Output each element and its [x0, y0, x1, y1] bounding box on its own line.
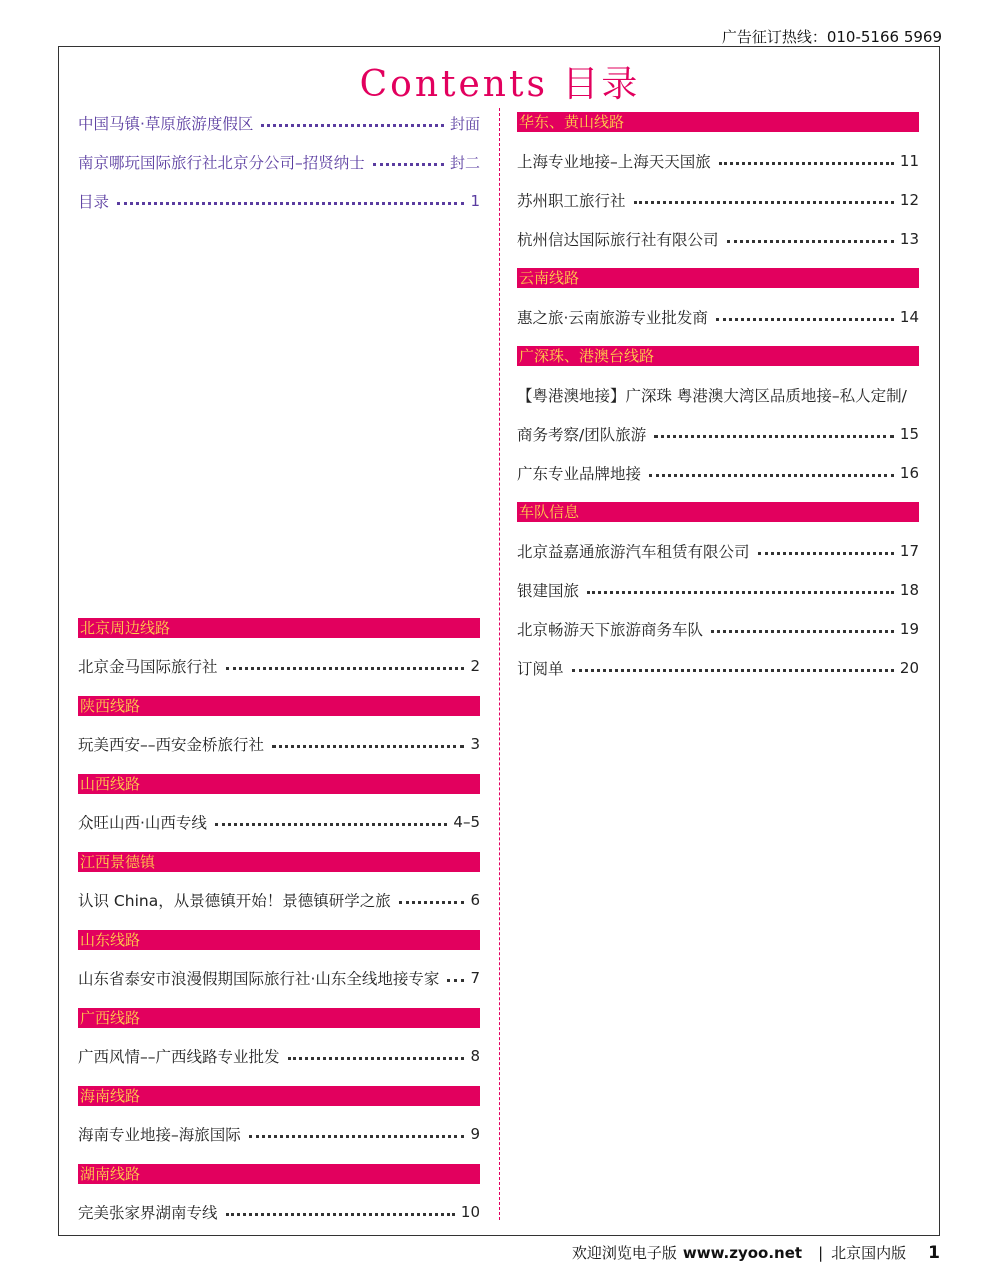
toc-entry-page: 19 — [899, 620, 919, 638]
toc-leader-dots — [649, 474, 894, 477]
toc-entry[interactable] — [78, 655, 480, 677]
toc-leader-dots — [711, 630, 894, 633]
toc-entry[interactable] — [78, 889, 480, 911]
toc-entry[interactable] — [78, 733, 480, 755]
toc-entry-title: 海南专业地接–海旅国际 — [78, 1126, 241, 1144]
toc-entry-title: 中国马镇·草原旅游度假区 — [78, 115, 254, 133]
toc-entry-page: 11 — [899, 152, 919, 170]
toc-leader-dots — [373, 163, 444, 166]
toc-entry[interactable] — [78, 151, 480, 173]
toc-leader-dots — [249, 1135, 465, 1138]
toc-leader-dots — [272, 745, 464, 748]
toc-entry-title: 商务考察/团队旅游 — [517, 426, 647, 444]
footer-page-number: 1 — [928, 1242, 940, 1263]
page-title: Contents 目录 — [359, 64, 641, 105]
toc-leader-dots — [215, 823, 447, 826]
toc-entry-title: 惠之旅·云南旅游专业批发商 — [517, 309, 708, 327]
toc-entry-title: 上海专业地接–上海天天国旅 — [517, 153, 711, 171]
toc-entry-title: 北京畅游天下旅游商务车队 — [517, 621, 704, 639]
toc-entry[interactable] — [78, 1045, 480, 1067]
toc-entry-page: 7 — [470, 969, 480, 987]
toc-entry[interactable] — [517, 579, 919, 601]
toc-entry[interactable] — [517, 189, 919, 211]
toc-entry[interactable] — [78, 1201, 480, 1223]
section-header: 车队信息 — [517, 502, 919, 522]
toc-entry-page: 封二 — [449, 153, 480, 172]
toc-entry-page: 17 — [899, 542, 919, 560]
toc-entry[interactable] — [78, 112, 480, 134]
toc-entry-page: 12 — [899, 191, 919, 209]
section-header: 山东线路 — [78, 930, 480, 950]
toc-leader-dots — [399, 901, 465, 904]
section-header: 海南线路 — [78, 1086, 480, 1106]
toc-entry-title: 目录 — [78, 193, 110, 211]
toc-entry-page: 2 — [470, 657, 480, 675]
footer-separator: | — [818, 1243, 824, 1262]
toc-entry-title: 北京益嘉通旅游汽车租赁有限公司 — [517, 543, 750, 561]
toc-leader-dots — [716, 318, 894, 321]
toc-entry-page: 8 — [470, 1047, 480, 1065]
section-header: 湖南线路 — [78, 1164, 480, 1184]
toc-entry[interactable] — [78, 1123, 480, 1145]
toc-leader-dots — [654, 435, 894, 438]
toc-leader-dots — [447, 979, 464, 982]
toc-leader-dots — [226, 667, 465, 670]
toc-entry-title: 完美张家界湖南专线 — [78, 1204, 218, 1222]
toc-entry[interactable] — [78, 967, 480, 989]
section-header: 江西景德镇 — [78, 852, 480, 872]
toc-entry-page: 1 — [470, 192, 480, 210]
footer-welcome: 欢迎浏览电子版 — [571, 1244, 677, 1262]
toc-entry-title: 杭州信达国际旅行社有限公司 — [517, 231, 719, 249]
section-header: 陕西线路 — [78, 696, 480, 716]
toc-entry[interactable] — [78, 190, 480, 212]
toc-entry[interactable] — [517, 540, 919, 562]
toc-entry[interactable] — [517, 618, 919, 640]
page-footer — [572, 1242, 940, 1263]
toc-entry-title: 北京金马国际旅行社 — [78, 658, 218, 676]
section-header: 山西线路 — [78, 774, 480, 794]
toc-entry-title: 【粤港澳地接】广深珠 粤港澳大湾区品质地接–私人定制/ — [517, 387, 907, 405]
section-header: 北京周边线路 — [78, 618, 480, 638]
toc-entry-page: 3 — [470, 735, 480, 753]
toc-leader-dots — [288, 1057, 465, 1060]
toc-entry-page: 6 — [470, 891, 480, 909]
toc-entry[interactable] — [517, 384, 919, 406]
toc-entry-title: 玩美西安––西安金桥旅行社 — [78, 736, 265, 754]
toc-entry-page: 10 — [460, 1203, 480, 1221]
toc-entry-title: 认识 China，从景德镇开始！景德镇研学之旅 — [78, 892, 391, 910]
toc-entry-page: 15 — [899, 425, 919, 443]
toc-entry-title: 山东省泰安市浪漫假期国际旅行社·山东全线地接专家 — [78, 970, 440, 988]
toc-entry-page: 20 — [899, 659, 919, 677]
toc-leader-dots — [226, 1213, 455, 1216]
toc-leader-dots — [727, 240, 894, 243]
toc-entry[interactable] — [517, 462, 919, 484]
toc-entry[interactable] — [517, 657, 919, 679]
toc-entry[interactable] — [517, 150, 919, 172]
toc-entry-title: 南京哪玩国际旅行社北京分公司–招贤纳士 — [78, 154, 365, 172]
toc-entry-page: 13 — [899, 230, 919, 248]
toc-entry[interactable] — [517, 228, 919, 250]
toc-entry-title: 众旺山西·山西专线 — [78, 814, 207, 832]
toc-entry-page: 9 — [470, 1125, 480, 1143]
toc-leader-dots — [261, 124, 444, 127]
footer-url-link[interactable]: www.zyoo.net — [682, 1243, 803, 1262]
toc-entry[interactable] — [78, 811, 480, 833]
toc-leader-dots — [117, 202, 464, 205]
toc-entry[interactable] — [517, 306, 919, 328]
toc-leader-dots — [719, 162, 894, 165]
toc-entry-title: 广东专业品牌地接 — [517, 465, 642, 483]
toc-entry[interactable] — [517, 423, 919, 445]
ad-hotline: 广告征订热线：010-5166 5969 — [721, 28, 942, 46]
toc-leader-dots — [758, 552, 894, 555]
toc-leader-dots — [572, 669, 894, 672]
toc-entry-title: 订阅单 — [517, 660, 564, 678]
toc-entry-page: 封面 — [449, 114, 480, 133]
toc-entry-title: 广西风情––广西线路专业批发 — [78, 1048, 280, 1066]
column-divider — [499, 108, 500, 1220]
toc-entry-page: 4–5 — [453, 813, 480, 831]
toc-entry-title: 苏州职工旅行社 — [517, 192, 626, 210]
section-header: 广深珠、港澳台线路 — [517, 346, 919, 366]
toc-entry-page: 14 — [899, 308, 919, 326]
section-header: 华东、黄山线路 — [517, 112, 919, 132]
toc-entry-page: 18 — [899, 581, 919, 599]
toc-entry-page: 16 — [899, 464, 919, 482]
toc-leader-dots — [634, 201, 894, 204]
toc-entry-title: 银建国旅 — [517, 582, 580, 600]
footer-edition: 北京国内版 — [831, 1244, 907, 1262]
toc-leader-dots — [587, 591, 894, 594]
section-header: 云南线路 — [517, 268, 919, 288]
section-header: 广西线路 — [78, 1008, 480, 1028]
